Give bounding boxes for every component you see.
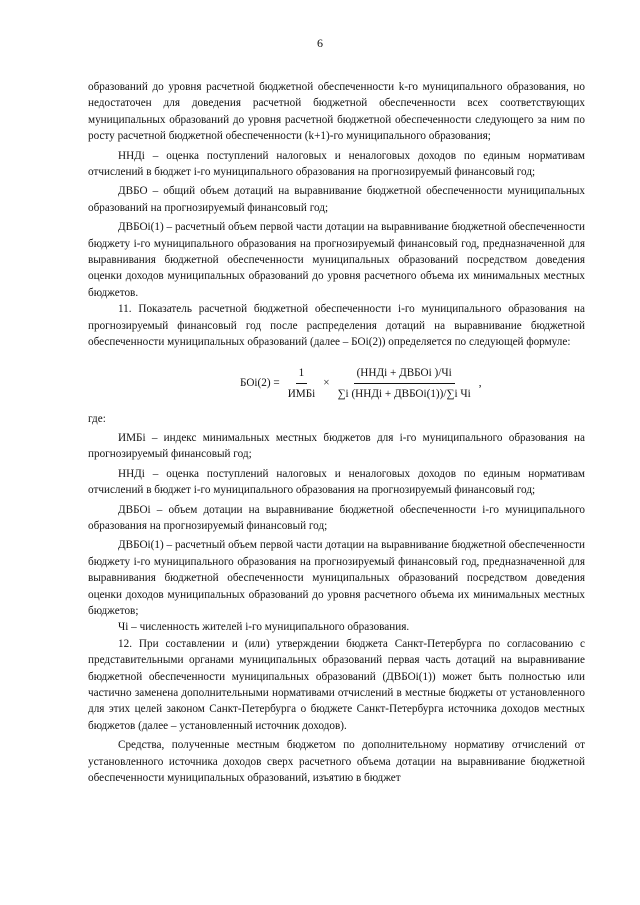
formula-fraction-2-denominator: ∑i (ННДi + ДВБОi(1))/∑i Чi	[337, 387, 471, 400]
formula-tail: ,	[478, 377, 482, 390]
definition-dvbo-total: ДВБО – общий объем дотаций на выравнивание бюджетной обеспеченности муниципальных образований на прогнозируемый финансовый год;	[88, 185, 585, 214]
formula-times: ×	[323, 377, 330, 390]
formula-fraction-2	[335, 365, 474, 403]
formula-fraction-1-numerator: 1	[296, 365, 308, 384]
paragraph-12: 12. При составлении и (или) утверждении бюджета Санкт-Петербурга по согласованию с представительными органами муниципальных образований первая часть дотаций на выравнивание бюджетной обеспеченности муниципальных образований (ДВБОi(1)) может быть полностью или частично заменена дополнительными нормативами отчислений в местные бюджеты от установленного для этих целей законом Санкт-Петербурга о бюджете Санкт-Петербурга источника доходов местных бюджетов (далее – установленный источник доходов).	[88, 637, 585, 732]
definition-nnd: ННДi – оценка поступлений налоговых и неналоговых доходов по единым нормативам отчислений в бюджет i-го муниципального образования на прогнозируемый финансовый год;	[88, 149, 585, 179]
definition-population: Чi – численность жителей i-го муниципального образования.	[118, 621, 410, 634]
formula-fraction-1-denominator: ИМБi	[287, 387, 316, 400]
paragraph-continuation: образований до уровня расчетной бюджетной обеспеченности k-го муниципального образования, но недостаточен для доведения расчетной бюджетной обеспеченности всех соответствующих муниципальных образований до уровня расчетной бюджетной обеспеченности следующего за ним по росту расчетной бюджетной обеспеченности (k+1)-го муниципального образования;	[88, 81, 585, 143]
definition-dvbo-first-part: ДВБОi(1) – расчетный объем первой части дотации на выравнивание бюджетной обеспеченности бюджету i-го муниципального образования на прогнозируемый финансовый год, предназначенной для выравнивания бюджетной обеспеченности муниципальных образований посредством доведения оценки доходов муниципальных образований до уровня расчетного объема их минимальных местных бюджетов.	[88, 221, 585, 299]
page-body	[88, 79, 585, 786]
formula-fraction-1	[285, 365, 319, 403]
formula-fraction-2-numerator: (ННДi + ДВБОi )/Чi	[354, 365, 455, 384]
definition-dvbo-first-part-2: ДВБОi(1) – расчетный объем первой части дотации на выравнивание бюджетной обеспеченности бюджету i-го муниципального образования на прогнозируемый финансовый год, предназначенной для выравнивания бюджетной обеспеченности муниципальных образований посредством доведения оценки доходов муниципальных образований до уровня расчетного объема их минимальных местных бюджетов;	[88, 539, 585, 617]
formula-lhs: БОi(2) =	[240, 377, 280, 390]
paragraph-last: Средства, полученные местным бюджетом по дополнительному нормативу отчислений от установленного источника доходов сверх расчетного объема дотации на выравнивание бюджетной обеспеченности муниципальных образований, изъятию в бюджет	[88, 739, 585, 785]
definition-dvbo-i: ДВБОi – объем дотации на выравнивание бюджетной обеспеченности i-го муниципального образования на прогнозируемый финансовый год;	[88, 503, 585, 532]
definition-imb: ИМБi – индекс минимальных местных бюджетов для i-го муниципального образования на прогнозируемый финансовый год;	[88, 431, 585, 461]
where-label: где:	[88, 412, 106, 425]
formula-bo2	[88, 359, 585, 409]
definition-nnd-2: ННДi – оценка поступлений налоговых и неналоговых доходов по единым нормативам отчислений в бюджет i-го муниципального образования на прогнозируемый финансовый год;	[88, 467, 585, 497]
page-number: 6	[317, 36, 323, 50]
paragraph-11: 11. Показатель расчетной бюджетной обеспеченности i-го муниципального образования на прогнозируемый финансовый год после распределения дотаций на выравнивание бюджетной обеспеченности муниципальных образований (далее – БОi(2)) определяется по следующей формуле:	[88, 303, 585, 349]
